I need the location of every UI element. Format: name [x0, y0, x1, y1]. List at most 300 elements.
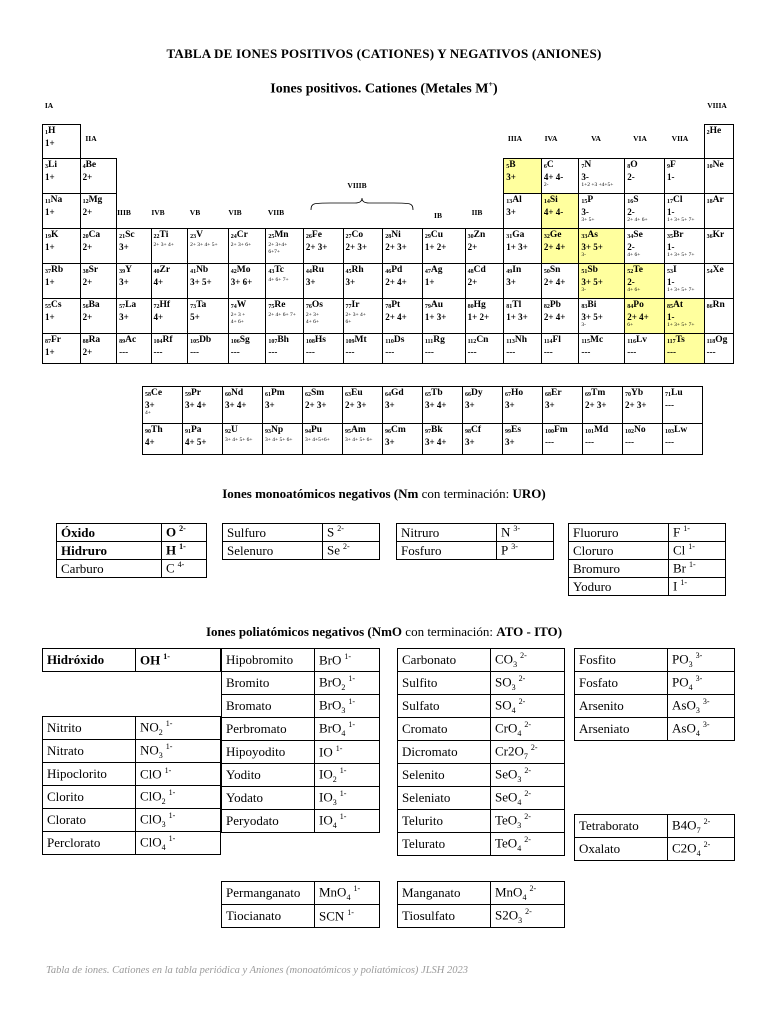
element-symbol: I: [672, 265, 677, 275]
oxidation-states: 3+ 6+: [230, 277, 253, 287]
oxidation-states: ---: [581, 347, 591, 357]
table-row: [222, 905, 380, 928]
atomic-number: 85: [666, 304, 673, 310]
oxidation-states: 2- 4+ 6+: [627, 277, 641, 293]
atomic-number: 84: [627, 304, 634, 310]
element-symbol: Rg: [433, 335, 445, 345]
element-symbol: Na: [50, 195, 63, 205]
formula-base: BrO: [319, 697, 342, 713]
element-cell-Am: [343, 424, 383, 455]
atomic-number: 63: [345, 392, 351, 398]
oxidation-states: 3+ 5+: [190, 277, 212, 287]
anion-name: Sulfato: [398, 695, 491, 718]
atomic-number: 74: [230, 304, 237, 310]
ion-charge: 1-: [168, 834, 176, 844]
anion-name: Nitruro: [397, 524, 497, 542]
anion-formula: [136, 763, 221, 786]
table-row: [398, 833, 565, 856]
atomic-number: 75: [268, 304, 275, 310]
element-cell-H: [43, 125, 81, 159]
empty-cell: [343, 194, 383, 229]
oxidation-states: ---: [666, 347, 676, 357]
atomic-number: 46: [385, 269, 392, 275]
group-label: IB: [434, 211, 442, 220]
element-symbol: Mt: [354, 335, 367, 345]
element-cell-W: [228, 299, 266, 334]
empty-cell: [151, 125, 188, 159]
element-cell-K: [43, 229, 81, 264]
formula-base: Se: [327, 542, 340, 558]
atomic-number: 101: [585, 429, 594, 435]
oxidation-states: 4+ 5+: [185, 437, 207, 447]
formula-base: IO: [319, 789, 333, 805]
anion-formula: [491, 718, 565, 741]
formula-base: ClO: [140, 811, 162, 827]
atomic-number: 109: [345, 339, 355, 345]
oxidation-states: 1+: [45, 277, 55, 287]
element-symbol: Pb: [549, 300, 561, 310]
element-cell-Po: [625, 299, 665, 334]
atomic-number: 33: [581, 234, 588, 240]
table-row: [398, 695, 565, 718]
table-row: [398, 649, 565, 672]
ion-charge: 1-: [348, 697, 356, 707]
atomic-number: 25: [268, 234, 275, 240]
formula-base: I: [673, 578, 678, 594]
element-symbol: Mn: [274, 230, 289, 240]
table-row: [223, 524, 380, 542]
oxidation-states: 2+: [82, 312, 93, 322]
oxidation-states: ---: [543, 347, 553, 357]
cations-title: Iones positivos. Cationes (Metales M+): [270, 80, 498, 97]
table-row: [222, 882, 380, 905]
table-row: [397, 542, 554, 560]
anion-name: Seleniato: [398, 787, 491, 810]
atomic-number: 89: [119, 339, 126, 345]
anion-formula: [323, 524, 380, 542]
formula-base: SeO: [495, 766, 518, 782]
formula-base: Br: [673, 560, 686, 576]
oxidation-states: 3+: [119, 277, 129, 287]
element-cell-Cu: [422, 229, 465, 264]
atomic-number: 30: [467, 234, 474, 240]
oxidation-states: 3+: [345, 277, 356, 287]
element-cell-Sg: [228, 334, 266, 364]
element-symbol: As: [587, 230, 598, 240]
ion-charge: 2-: [524, 720, 532, 730]
oxidation-states: 1+ 3+: [506, 242, 528, 252]
oxidation-states: ---: [190, 347, 200, 357]
element-cell-Mc: [579, 334, 625, 364]
anion-formula: [668, 718, 735, 741]
ion-charge: 1-: [344, 651, 352, 661]
element-cell-Nd: [223, 387, 263, 424]
element-symbol: Au: [430, 300, 444, 310]
atomic-number: 99: [505, 429, 511, 435]
oxidation-states: 2+: [82, 242, 93, 252]
element-cell-Cs: [43, 299, 81, 334]
ion-charge: 1-: [165, 742, 173, 752]
anion-name: Dicromato: [398, 741, 491, 764]
element-symbol: Rf: [162, 335, 173, 345]
table-row: [569, 560, 726, 578]
atomic-number: 95: [345, 429, 351, 435]
element-cell-Ag: [422, 264, 465, 299]
element-symbol: Ir: [351, 300, 360, 310]
ion-charge: 4-: [177, 560, 185, 570]
oxidation-states: 3+: [265, 400, 275, 410]
element-symbol: Sc: [125, 230, 135, 240]
element-cell-Og: [704, 334, 733, 364]
element-symbol: F: [669, 160, 676, 170]
oxidation-states: 4+: [153, 312, 164, 322]
anion-formula: [491, 810, 565, 833]
anion-formula: [491, 905, 565, 928]
oxidation-states: 3+ 4+: [225, 400, 247, 410]
oxidation-states: 2+ 3 + 4+ 6+: [230, 312, 246, 325]
atomic-number: 45: [345, 269, 352, 275]
element-cell-Fr: [43, 334, 81, 364]
formula-base: OH: [140, 652, 161, 668]
ion-charge: 1-: [179, 542, 186, 552]
atomic-number: 35: [666, 234, 673, 240]
anion-formula: [491, 649, 565, 672]
element-symbol: V: [196, 230, 203, 240]
element-symbol: Kr: [712, 230, 725, 240]
atomic-number: 4: [82, 164, 86, 170]
atomic-number: 117: [666, 339, 676, 345]
anion-formula: [323, 542, 380, 560]
anion-name: Tiosulfato: [398, 905, 491, 928]
table-row: [222, 787, 380, 810]
element-symbol: Sm: [311, 388, 325, 398]
anion-name: Arseniato: [575, 718, 668, 741]
element-cell-Ar: [704, 194, 733, 229]
oxidation-states: 1-: [666, 172, 675, 182]
element-cell-Fm: [543, 424, 583, 455]
element-cell-Ac: [117, 334, 151, 364]
oxidation-states: 4+: [145, 437, 155, 447]
oxidation-states: 2- 2+ 4+ 6+: [627, 207, 648, 223]
oxidation-states: 4+ 4-: [543, 207, 564, 217]
atomic-number: 86: [706, 304, 713, 310]
ion-charge: 1-: [335, 743, 343, 753]
formula-subscript: 3: [511, 682, 516, 692]
oxidation-states: 3+: [465, 437, 475, 447]
ion-charge: 1-: [348, 720, 356, 730]
element-cell-In: [504, 264, 542, 299]
element-cell-Nb: [188, 264, 229, 299]
table-row: [222, 741, 380, 764]
element-symbol: Hf: [159, 300, 171, 310]
atomic-number: 82: [543, 304, 550, 310]
element-cell-Ru: [303, 264, 343, 299]
formula-base: AsO: [672, 720, 696, 736]
atomic-number: 65: [425, 392, 431, 398]
empty-cell: [188, 194, 229, 229]
element-symbol: Eu: [351, 388, 363, 398]
element-cell-Pr: [183, 387, 223, 424]
oxidation-states: 1+ 2+: [424, 242, 447, 252]
oxidation-states: 5+: [190, 312, 200, 322]
element-symbol: No: [634, 425, 646, 435]
element-cell-Si: [541, 194, 579, 229]
formula-base: H: [166, 542, 177, 558]
oxidation-states: 3+ 4+5+6+: [305, 437, 330, 443]
element-cell-V: [188, 229, 229, 264]
empty-cell: [228, 194, 266, 229]
anion-name: Arsenito: [575, 695, 668, 718]
empty-cell: [228, 159, 266, 194]
element-cell-Zn: [465, 229, 504, 264]
element-cell-Th: [143, 424, 183, 455]
oxidation-states: 2-: [627, 172, 635, 182]
empty-cell: [343, 125, 383, 159]
element-symbol: Db: [199, 335, 212, 345]
table-row: [569, 524, 726, 542]
anion-formula: [491, 695, 565, 718]
oxidation-states: 3+: [505, 400, 515, 410]
table-row: [569, 542, 726, 560]
group-label: VIIB: [267, 208, 285, 217]
element-cell-Sr: [80, 264, 117, 299]
oxidation-states: 3+ 4+: [425, 400, 447, 410]
table-row: [43, 717, 221, 740]
element-symbol: C: [546, 160, 554, 170]
oxidation-states: 2+ 3+: [305, 400, 327, 410]
atomic-number: 76: [305, 304, 312, 310]
formula-base: ClO: [140, 766, 162, 782]
anion-name: Carburo: [57, 560, 162, 578]
element-symbol: Zn: [473, 230, 486, 240]
element-cell-N: [579, 159, 625, 194]
oxidation-states: 1+ 3+: [506, 312, 528, 322]
element-cell-Pt: [383, 299, 423, 334]
element-symbol: Ts: [675, 335, 685, 345]
element-symbol: Ru: [311, 265, 325, 275]
group-label: VIA: [633, 134, 647, 143]
atomic-number: 37: [45, 269, 51, 275]
empty-cell: [303, 159, 343, 194]
formula-subscript: 3: [332, 797, 337, 807]
oxidation-states: 2+ 3+: [345, 400, 367, 410]
element-symbol: Gd: [391, 388, 404, 398]
poly-anion-table: [397, 881, 565, 928]
oxidation-states: 1+: [45, 347, 55, 357]
empty-cell: [625, 125, 665, 159]
ion-charge: 2-: [520, 651, 527, 661]
element-cell-As: [579, 229, 625, 264]
anion-formula: [668, 815, 735, 838]
atomic-number: 66: [465, 392, 471, 398]
atomic-number: 92: [225, 429, 231, 435]
atomic-number: 18: [706, 199, 713, 205]
oxidation-states: ---: [545, 437, 554, 447]
ion-charge: 2-: [703, 840, 711, 850]
atomic-number: 6: [543, 164, 547, 170]
spacer: [43, 672, 221, 695]
ion-charge: 1-: [339, 789, 347, 799]
formula-part: B4O: [672, 817, 697, 833]
element-cell-Ho: [503, 387, 543, 424]
element-symbol: Lu: [671, 388, 683, 398]
atomic-number: 58: [145, 392, 151, 398]
oxidation-states: 2+ 4+: [385, 312, 407, 322]
formula-base: N: [501, 524, 511, 540]
atomic-number: 70: [625, 392, 631, 398]
element-cell-Tb: [423, 387, 463, 424]
ion-charge: 3-: [511, 542, 518, 552]
element-cell-Ni: [383, 229, 423, 264]
element-cell-Lw: [663, 424, 703, 455]
ion-charge: 1-: [347, 907, 354, 917]
element-cell-B: [504, 159, 542, 194]
atomic-number: 107: [268, 339, 278, 345]
formula-subscript: 2: [161, 796, 166, 806]
atomic-number: 68: [545, 392, 551, 398]
table-row: [222, 810, 380, 833]
atomic-number: 67: [505, 392, 511, 398]
anion-name: Oxalato: [575, 838, 668, 861]
element-cell-Fe: [303, 229, 343, 264]
element-symbol: Pa: [191, 425, 202, 435]
formula-subscript: 4: [341, 728, 346, 738]
atomic-number: 29: [424, 234, 431, 240]
element-symbol: Br: [672, 230, 684, 240]
formula-base: NO: [140, 742, 159, 758]
atomic-number: 38: [82, 269, 89, 275]
formula-subscript: 4: [688, 682, 693, 692]
element-symbol: Md: [594, 425, 609, 435]
oxidation-states: 3+: [505, 437, 515, 447]
element-symbol: Te: [633, 265, 643, 275]
anion-name: Clorato: [43, 809, 136, 832]
anion-name: Hidróxido: [43, 649, 136, 672]
atomic-number: 47: [424, 269, 431, 275]
element-cell-Pu: [303, 424, 343, 455]
element-symbol: Rn: [712, 300, 725, 310]
element-symbol: Th: [151, 425, 163, 435]
table-row: [222, 695, 380, 718]
formula-subscript: 4: [522, 892, 527, 902]
oxidation-states: 2+ 3+ 4+: [153, 242, 174, 248]
atomic-number: 97: [425, 429, 431, 435]
group-label: IVB: [151, 208, 165, 217]
element-symbol: Zr: [159, 265, 171, 275]
table-row: [222, 672, 380, 695]
ion-charge: 2-: [524, 812, 531, 822]
oxidation-states: 2+: [82, 207, 93, 217]
element-cell-Cm: [383, 424, 423, 455]
atomic-number: 12: [82, 199, 89, 205]
anion-name: Bromito: [222, 672, 315, 695]
atomic-number: 57: [119, 304, 126, 310]
table-row: [398, 882, 565, 905]
empty-cell: [422, 125, 465, 159]
atomic-number: 108: [305, 339, 315, 345]
atomic-number: 103: [665, 429, 674, 435]
anion-formula: [669, 542, 726, 560]
element-cell-Zr: [151, 264, 188, 299]
atomic-number: 54: [706, 269, 713, 275]
formula-base: MnO: [495, 884, 523, 900]
group-label: IIIA: [507, 134, 523, 143]
element-cell-Ga: [504, 229, 542, 264]
anion-formula: [136, 832, 221, 855]
atomic-number: 60: [225, 392, 231, 398]
element-symbol: Nd: [231, 388, 244, 398]
formula-base: BrO: [319, 720, 342, 736]
formula-base: IO: [319, 744, 333, 760]
oxidation-states: 3+: [119, 312, 129, 322]
atomic-number: 21: [119, 234, 126, 240]
empty-cell: [151, 194, 188, 229]
atomic-number: 90: [145, 429, 151, 435]
element-symbol: Cs: [51, 300, 62, 310]
oxidation-states: 2+: [82, 347, 93, 357]
formula-base: IO: [319, 766, 333, 782]
formula-part: S2O: [495, 907, 519, 923]
atomic-number: 23: [190, 234, 197, 240]
element-cell-Ba: [80, 299, 117, 334]
element-symbol: Xe: [712, 265, 724, 275]
atomic-number: 48: [467, 269, 474, 275]
element-symbol: Ne: [712, 160, 724, 170]
element-symbol: Mg: [88, 195, 103, 205]
oxidation-states: 2+ 4+: [543, 277, 566, 287]
element-cell-No: [623, 424, 663, 455]
group-label: IVA: [544, 134, 558, 143]
atomic-number: 116: [627, 339, 636, 345]
element-cell-He: [704, 125, 733, 159]
element-symbol: He: [709, 126, 722, 136]
element-symbol: Fe: [311, 230, 322, 240]
atomic-number: 91: [185, 429, 191, 435]
element-cell-Lu: [663, 387, 703, 424]
element-symbol: Po: [633, 300, 644, 310]
oxidation-states: 1+: [45, 207, 55, 217]
empty-cell: [266, 194, 304, 229]
element-cell-Hf: [151, 299, 188, 334]
table-row: [222, 649, 380, 672]
oxidation-states: ---: [625, 437, 634, 447]
anion-formula: [315, 905, 380, 928]
element-symbol: Ce: [151, 388, 163, 398]
element-symbol: Os: [311, 300, 323, 310]
empty-cell: [383, 194, 423, 229]
element-cell-I: [664, 264, 704, 299]
poly-anion-table: [221, 648, 380, 833]
element-cell-Rn: [704, 299, 733, 334]
element-cell-Li: [43, 159, 81, 194]
element-cell-Ta: [188, 299, 229, 334]
anion-name: Yodito: [222, 764, 315, 787]
formula-subscript: 4: [511, 705, 516, 715]
oxidation-states: 3+: [305, 277, 316, 287]
formula-base: P: [501, 542, 509, 558]
oxidation-states: 2+ 4+: [543, 242, 566, 252]
element-cell-Pd: [383, 264, 423, 299]
oxidation-states: 1+: [45, 242, 55, 252]
formula-subscript: 4: [346, 892, 351, 902]
element-symbol: Ag: [430, 265, 443, 275]
element-cell-Os: [303, 299, 343, 334]
table-row: [397, 524, 554, 542]
element-cell-Cn: [465, 334, 504, 364]
formula-subscript: 3: [518, 915, 523, 925]
atomic-number: 20: [82, 234, 89, 240]
ion-charge: 3-: [702, 720, 710, 730]
